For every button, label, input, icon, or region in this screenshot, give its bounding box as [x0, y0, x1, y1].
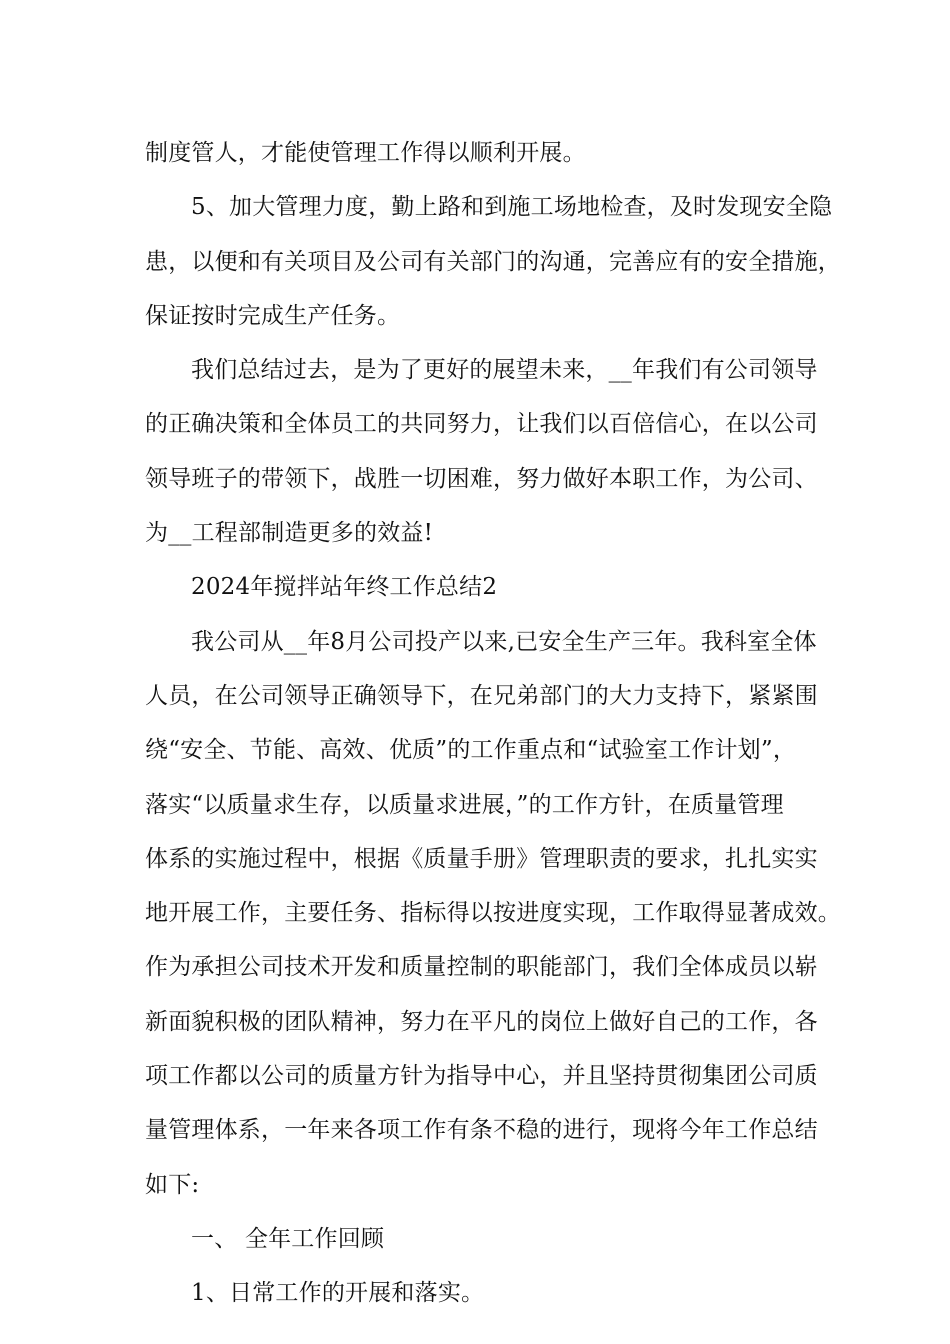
text-line: 体系的实施过程中，根据《质量手册》管理职责的要求，扎扎实实	[145, 845, 818, 872]
text-line: 项工作都以公司的质量方针为指导中心，并且坚持贯彻集团公司质	[145, 1063, 818, 1090]
text-line: 一、 全年工作回顾	[191, 1225, 385, 1252]
text-line: 为__工程部制造更多的效益!	[145, 520, 434, 547]
text-line: 作为承担公司技术开发和质量控制的职能部门，我们全体成员以崭	[145, 954, 818, 981]
text-line: 地开展工作，主要任务、指标得以按进度实现，工作取得显著成效。	[145, 900, 841, 927]
text-line: 患，以便和有关项目及公司有关部门的沟通，完善应有的安全措施，	[145, 248, 841, 275]
text-line: 的正确决策和全体员工的共同努力，让我们以百倍信心，在以公司	[145, 411, 818, 438]
text-line: 5、加大管理力度，勤上路和到施工场地检查，及时发现安全隐	[191, 194, 833, 221]
text-line: 保证按时完成生产任务。	[145, 302, 401, 329]
text-line: 2024年搅拌站年终工作总结2	[191, 574, 498, 601]
text-line: 量管理体系，一年来各项工作有条不稳的进行，现将今年工作总结	[145, 1117, 818, 1144]
document-body	[145, 126, 841, 1321]
text-line: 我公司从__年8月公司投产以来,已安全生产三年。我科室全体	[191, 628, 817, 655]
text-line: 人员，在公司领导正确领导下，在兄弟部门的大力支持下，紧紧围	[145, 682, 818, 709]
text-line: 落实“以质量求生存，以质量求进展，”的工作方针，在质量管理	[145, 791, 784, 818]
text-line: 1、日常工作的开展和落实。	[191, 1280, 485, 1307]
text-line: 领导班子的带领下，战胜一切困难，努力做好本职工作，为公司、	[145, 465, 818, 492]
text-line: 我们总结过去，是为了更好的展望未来，__年我们有公司领导	[191, 357, 818, 384]
text-line: 制度管人，才能使管理工作得以顺利开展。	[145, 140, 586, 166]
text-line: 新面貌积极的团队精神，努力在平凡的岗位上做好自己的工作，各	[145, 1008, 818, 1035]
text-line: 如下:	[145, 1171, 200, 1198]
text-line: 绕“安全、节能、高效、优质”的工作重点和“试验室工作计划”，	[145, 737, 797, 764]
